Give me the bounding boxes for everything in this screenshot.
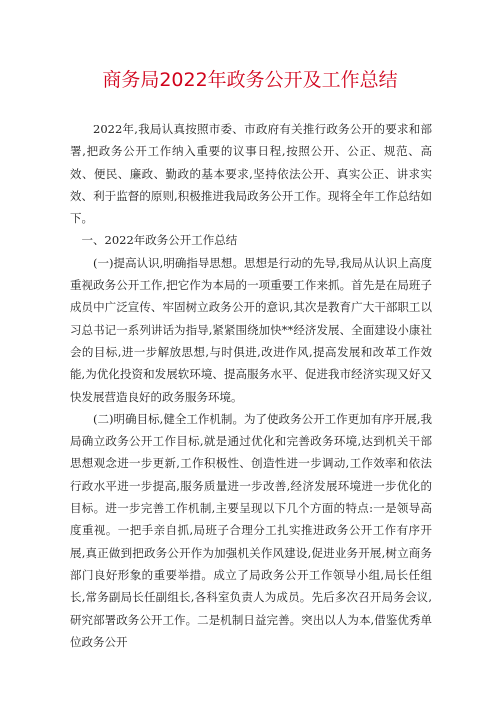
section-heading: 一、2022年政务公开工作总结 xyxy=(81,233,238,248)
document-body xyxy=(70,118,432,653)
body-paragraph: (二)明确目标,健全工作机制。为了使政务公开工作更加有序开展,我局确立政务公开工作目标,就是通过优化和完善政务环境,达到机关干部思想观念进一步更新,工作积极性、创造性进一步调动,工作效率和依法行政水平进一步提高,服务质量进一步改善,经济发展环境进一步优化的目标。进一步完善工作机制,主要呈现以下几个方面的特点:一是领导高度重视。一把手亲自抓,局班子合理分工扎实推进政务公开工作有序开展,真正做到把政务公开作为加强机关作风建设,促进业务开展,树立商务部门良好形象的重要举措。成立了局政务公开工作领导小组,局长任组长,常务副局长任副组长,各科室负责人为成员。先后多次召开局务会议,研究部署政务公开工作。二是机制日益完善。突出以人为本,借鉴优秀单位政务公开 xyxy=(70,411,432,649)
intro-paragraph: 2022年,我局认真按照市委、市政府有关推行政务公开的要求和部署,把政务公开工作纳入重要的议事日程,按照公开、公正、规范、高效、便民、廉政、勤政的基本要求,坚持依法公开、真实公正、讲求实效、利于监督的原则,积极推进我局政务公开工作。现将全年工作总结如下。 xyxy=(70,122,432,226)
body-paragraph: (一)提高认识,明确指导思想。思想是行动的先导,我局从认识上高度重视政务公开工作,把它作为本局的一项重要工作来抓。首先是在局班子成员中广泛宣传、牢固树立政务公开的意识,其次是教育广大干部职工以习总书记一系列讲话为指导,紧紧围绕加快**经济发展、全面建设小康社会的目标,进一步解放思想,与时俱进,改进作风,提高发展和改革工作效能,为优化投资和发展软环境、提高服务水平、促进我市经济实现又好又快发展营造良好的政务服务环境。 xyxy=(70,255,432,404)
document-title: 商务局2022年政务公开及工作总结 xyxy=(102,69,398,91)
